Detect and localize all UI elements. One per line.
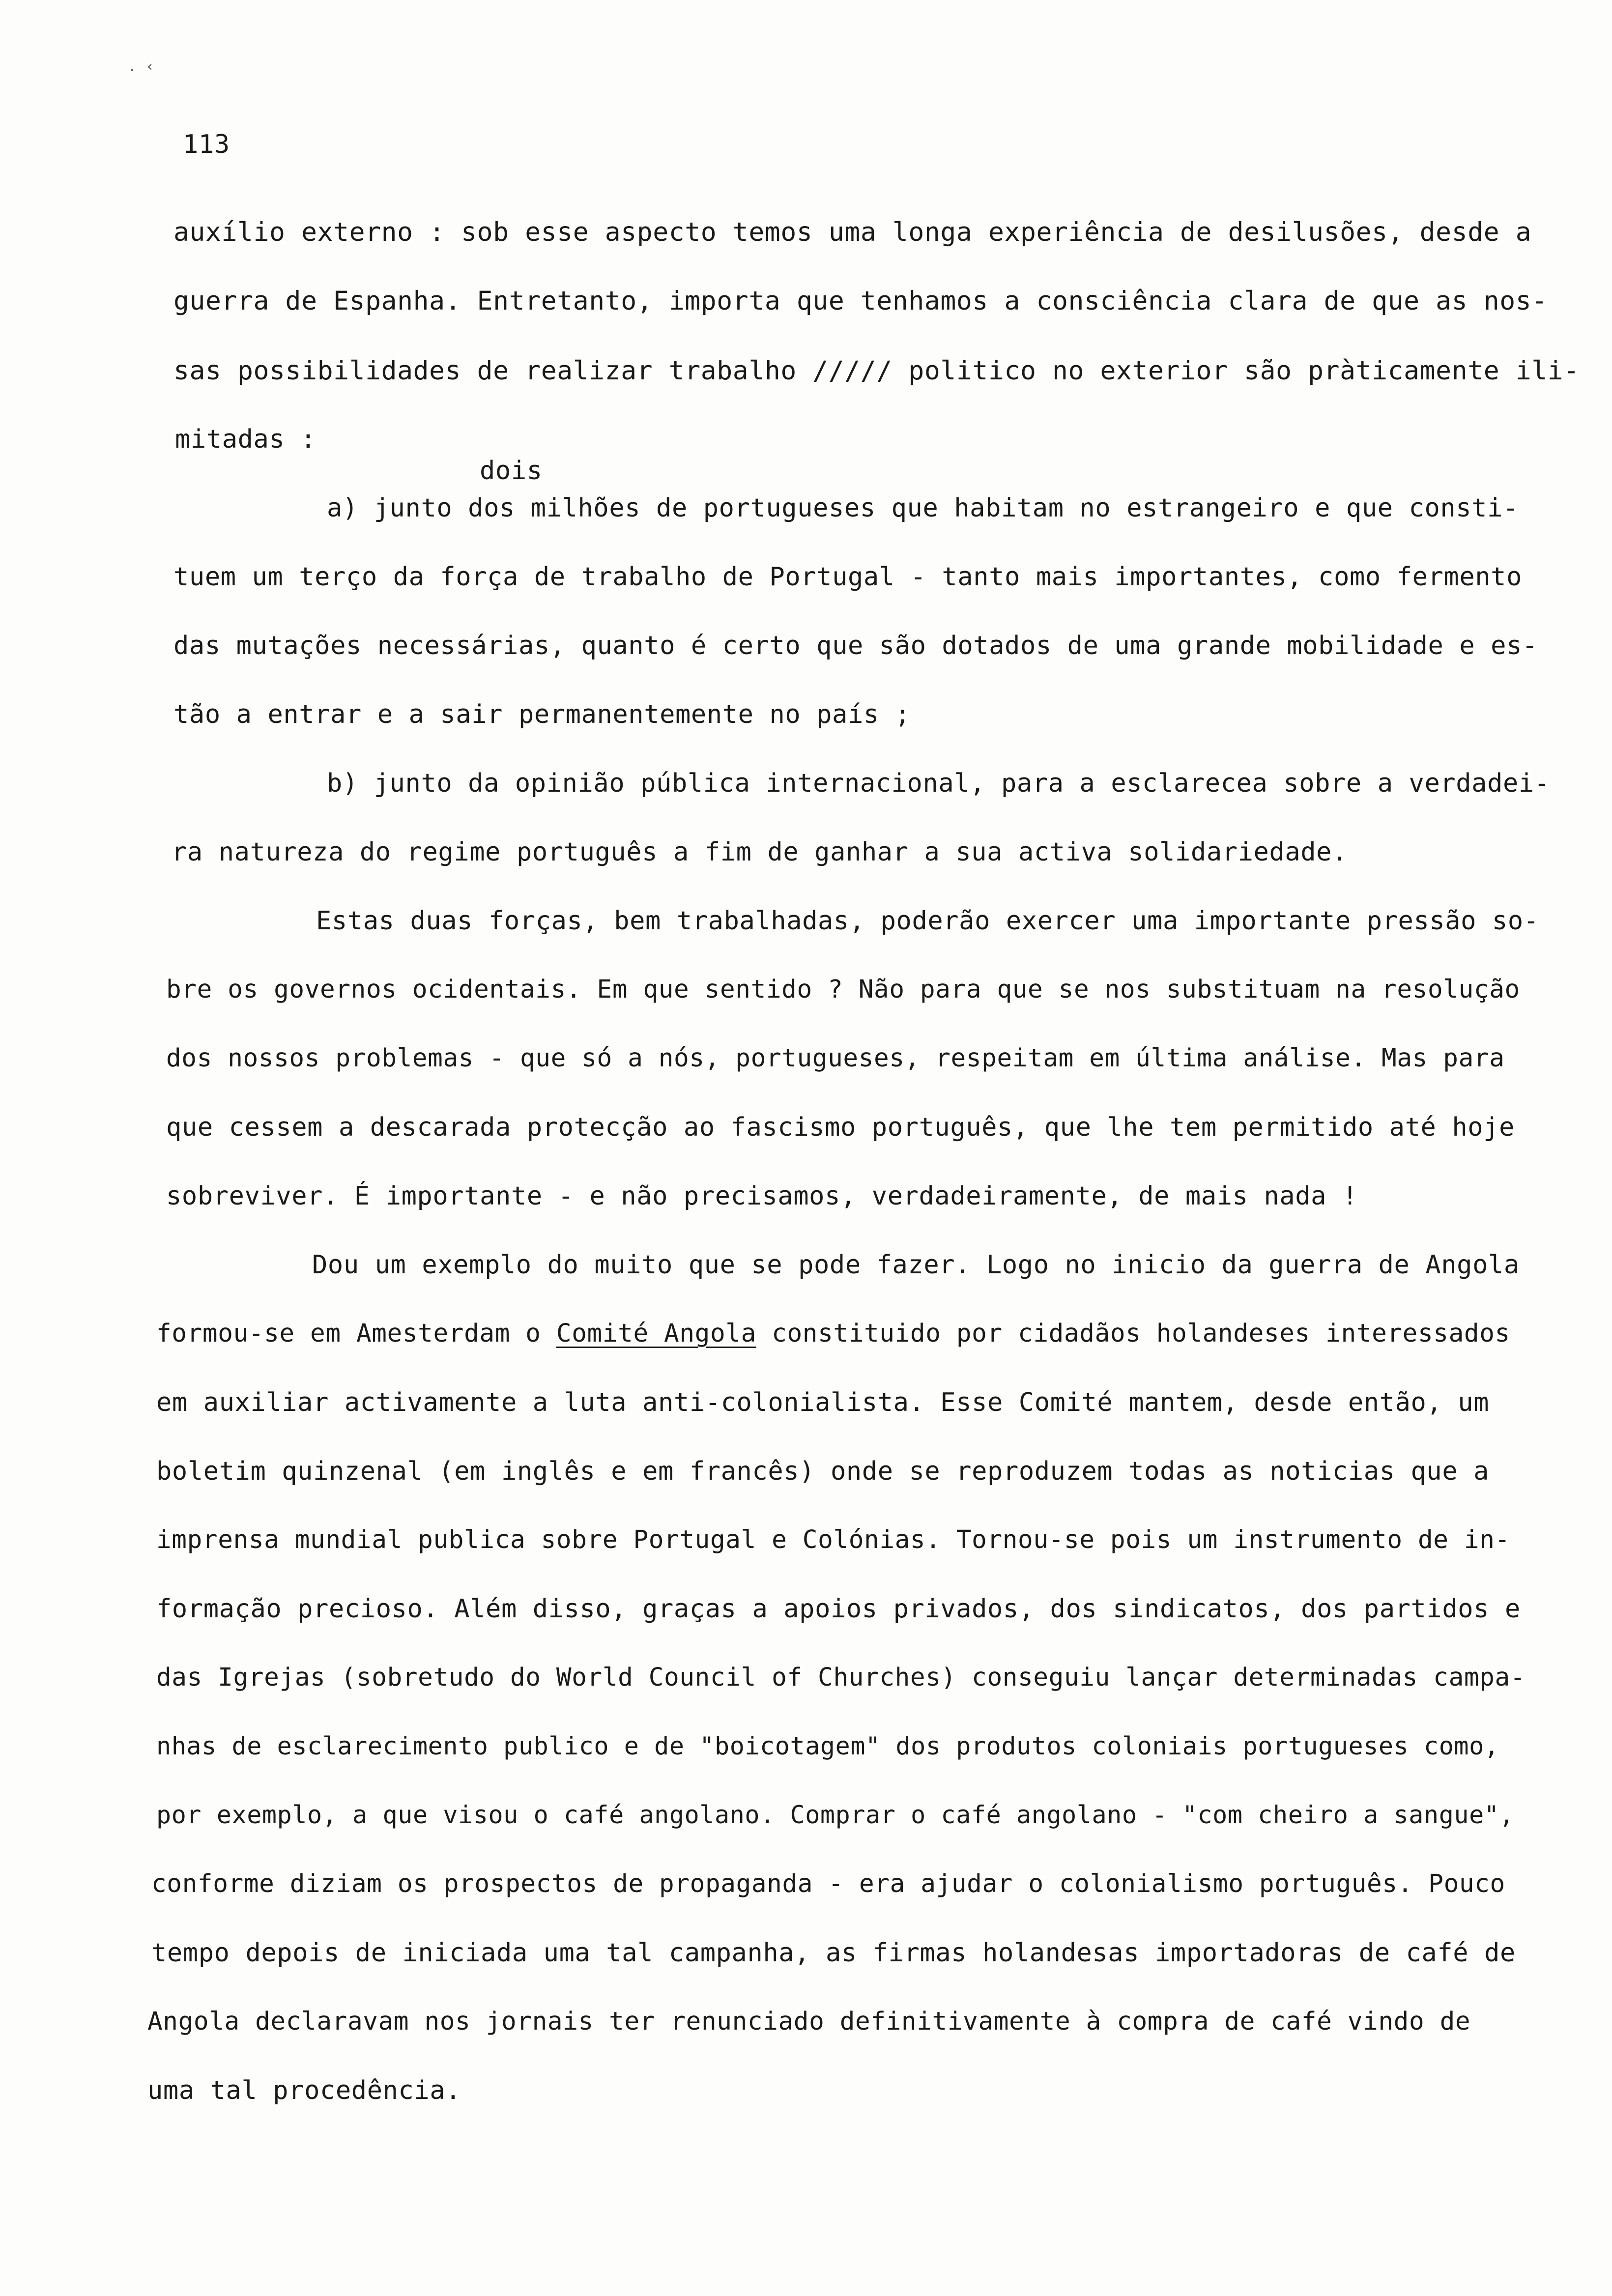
text-line: a) junto dos milhões de portugueses que habitam no estrangeiro e que consti-	[327, 493, 1519, 523]
text-line: bre os governos ocidentais. Em que sentido ? Não para que se nos substituam na resolução	[166, 975, 1520, 1004]
corner-marks: . ‹	[128, 58, 155, 75]
text-line: uma tal procedência.	[147, 2076, 461, 2105]
text-line: guerra de Espanha. Entretanto, importa que tenhamos a consciência clara de que as nos-	[173, 286, 1548, 316]
text-line: formação precioso. Além disso, graças a apoios privados, dos sindicatos, dos partidos e	[156, 1594, 1521, 1624]
text-line: boletim quinzenal (em inglês e em francês) onde se reproduzem todas as noticias que a	[156, 1457, 1490, 1486]
text-line: das mutações necessárias, quanto é certo que são dotados de uma grande mobilidade e es-	[173, 631, 1538, 660]
text-line	[156, 1321, 1510, 1346]
text-line: conforme diziam os prospectos de propaganda - era ajudar o colonialismo português. Pouco	[151, 1869, 1505, 1898]
text-line: b) junto da opinião pública internacional, para a esclarecea sobre a verdadei-	[327, 769, 1550, 798]
text-line: sobreviver. É importante - e não precisamos, verdadeiramente, de mais nada !	[166, 1181, 1358, 1211]
text-line: sas possibilidades de realizar trabalho ///// politico no exterior são pràticamente ili-	[173, 356, 1580, 386]
text-line: tempo depois de iniciada uma tal campanha, as firmas holandesas importadoras de café de	[151, 1938, 1516, 1968]
text-line: Dou um exemplo do muito que se pode fazer. Logo no inicio da guerra de Angola	[312, 1250, 1520, 1280]
text-line: auxílio externo : sob esse aspecto temos uma longa experiência de desilusões, desde a	[173, 217, 1532, 247]
text-line: Angola declaravam nos jornais ter renunciado definitivamente à compra de café vindo de	[147, 2007, 1471, 2036]
text-line: nhas de esclarecimento publico e de "boicotagem" dos produtos coloniais portugueses como,	[156, 1732, 1499, 1760]
text-line: das Igrejas (sobretudo do World Council of Churches) conseguiu lançar determinadas campa-	[156, 1663, 1526, 1692]
text-line: mitadas :	[175, 425, 317, 454]
text-line: ra natureza do regime português a fim de ganhar a sua activa solidariedade.	[172, 837, 1348, 867]
interlinear-insertion: dois	[480, 456, 543, 486]
text-segment: formou-se em Amesterdam o	[156, 1319, 556, 1348]
text-line: em auxiliar activamente a luta anti-colonialista. Esse Comité mantem, desde então, um	[156, 1388, 1490, 1417]
text-line: dos nossos problemas - que só a nós, portugueses, respeitam em última análise. Mas para	[166, 1044, 1505, 1073]
page-number: 113	[183, 130, 230, 159]
underlined-committee-name: Comité Angola	[556, 1319, 756, 1348]
text-line: Estas duas forças, bem trabalhadas, poderão exercer uma importante pressão so-	[316, 906, 1539, 936]
text-segment: constituido por cidadãos holandeses interessados	[756, 1319, 1510, 1348]
text-line: imprensa mundial publica sobre Portugal e Colónias. Tornou-se pois um instrumento de in-	[156, 1525, 1510, 1554]
text-line: tão a entrar e a sair permanentemente no país ;	[173, 700, 911, 729]
text-line: por exemplo, a que visou o café angolano. Comprar o café angolano - "com cheiro a sangue",	[156, 1801, 1515, 1829]
text-line: que cessem a descarada protecção ao fascismo português, que lhe tem permitido até hoje	[166, 1113, 1515, 1142]
text-line: tuem um terço da força de trabalho de Portugal - tanto mais importantes, como fermento	[173, 562, 1522, 592]
